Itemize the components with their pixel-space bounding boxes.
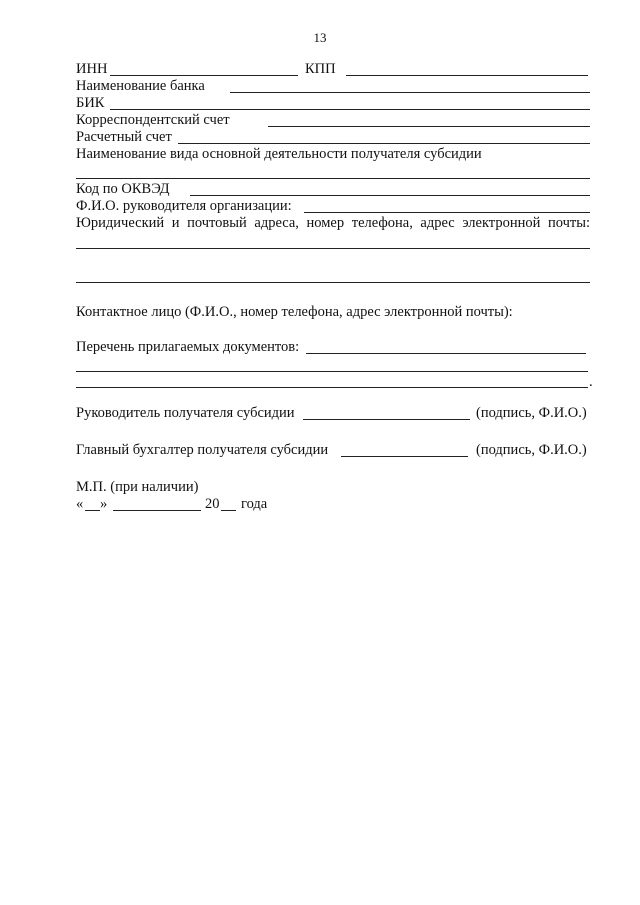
main-activity-field[interactable] xyxy=(76,178,590,179)
contact-label: Контактное лицо (Ф.И.О., номер телефона, адрес электронной почты): xyxy=(76,304,513,320)
accountant-signature-hint: (подпись, Ф.И.О.) xyxy=(476,442,587,458)
inn-field[interactable] xyxy=(110,75,298,76)
main-activity-label: Наименование вида основной деятельности получателя субсидии xyxy=(76,146,482,162)
kpp-field[interactable] xyxy=(346,75,588,76)
head-signature-field[interactable] xyxy=(303,419,470,420)
head-signature-hint: (подпись, Ф.И.О.) xyxy=(476,405,587,421)
head-signature-label: Руководитель получателя субсидии xyxy=(76,405,295,421)
addresses-field-line-2[interactable] xyxy=(76,282,590,283)
documents-end-mark: . xyxy=(589,374,593,390)
bik-field[interactable] xyxy=(110,109,590,110)
date-month-field[interactable] xyxy=(113,510,201,511)
addresses-label: Юридический и почтовый адреса, номер телефона, адрес электронной почты: xyxy=(76,215,590,231)
date-close-quote: » xyxy=(100,496,108,512)
documents-field-line-2[interactable] xyxy=(76,371,588,372)
bik-label: БИК xyxy=(76,95,105,111)
inn-label: ИНН xyxy=(76,61,108,77)
bank-name-label: Наименование банка xyxy=(76,78,205,94)
accountant-signature-field[interactable] xyxy=(341,456,468,457)
documents-field-line-1[interactable] xyxy=(306,353,586,354)
director-name-field[interactable] xyxy=(304,212,590,213)
settlement-account-field[interactable] xyxy=(178,143,590,144)
documents-label: Перечень прилагаемых документов: xyxy=(76,339,300,355)
date-day-field[interactable] xyxy=(85,510,100,511)
stamp-label: М.П. (при наличии) xyxy=(76,479,199,495)
settlement-account-label: Расчетный счет xyxy=(76,129,172,145)
date-year-field[interactable] xyxy=(221,510,236,511)
addresses-field-line-1[interactable] xyxy=(76,248,590,249)
okved-label: Код по ОКВЭД xyxy=(76,181,170,197)
date-year-suffix: года xyxy=(241,496,268,512)
okved-field[interactable] xyxy=(190,195,590,196)
accountant-signature-label: Главный бухгалтер получателя субсидии xyxy=(76,442,329,458)
kpp-label: КПП xyxy=(305,61,336,77)
date-year-prefix: 20 xyxy=(205,496,220,512)
corr-account-field[interactable] xyxy=(268,126,590,127)
documents-field-line-3[interactable] xyxy=(76,387,588,388)
corr-account-label: Корреспондентский счет xyxy=(76,112,230,128)
director-name-label: Ф.И.О. руководителя организации: xyxy=(76,198,292,214)
page-number: 13 xyxy=(313,30,327,45)
bank-name-field[interactable] xyxy=(230,92,590,93)
date-open-quote: « xyxy=(76,496,84,512)
